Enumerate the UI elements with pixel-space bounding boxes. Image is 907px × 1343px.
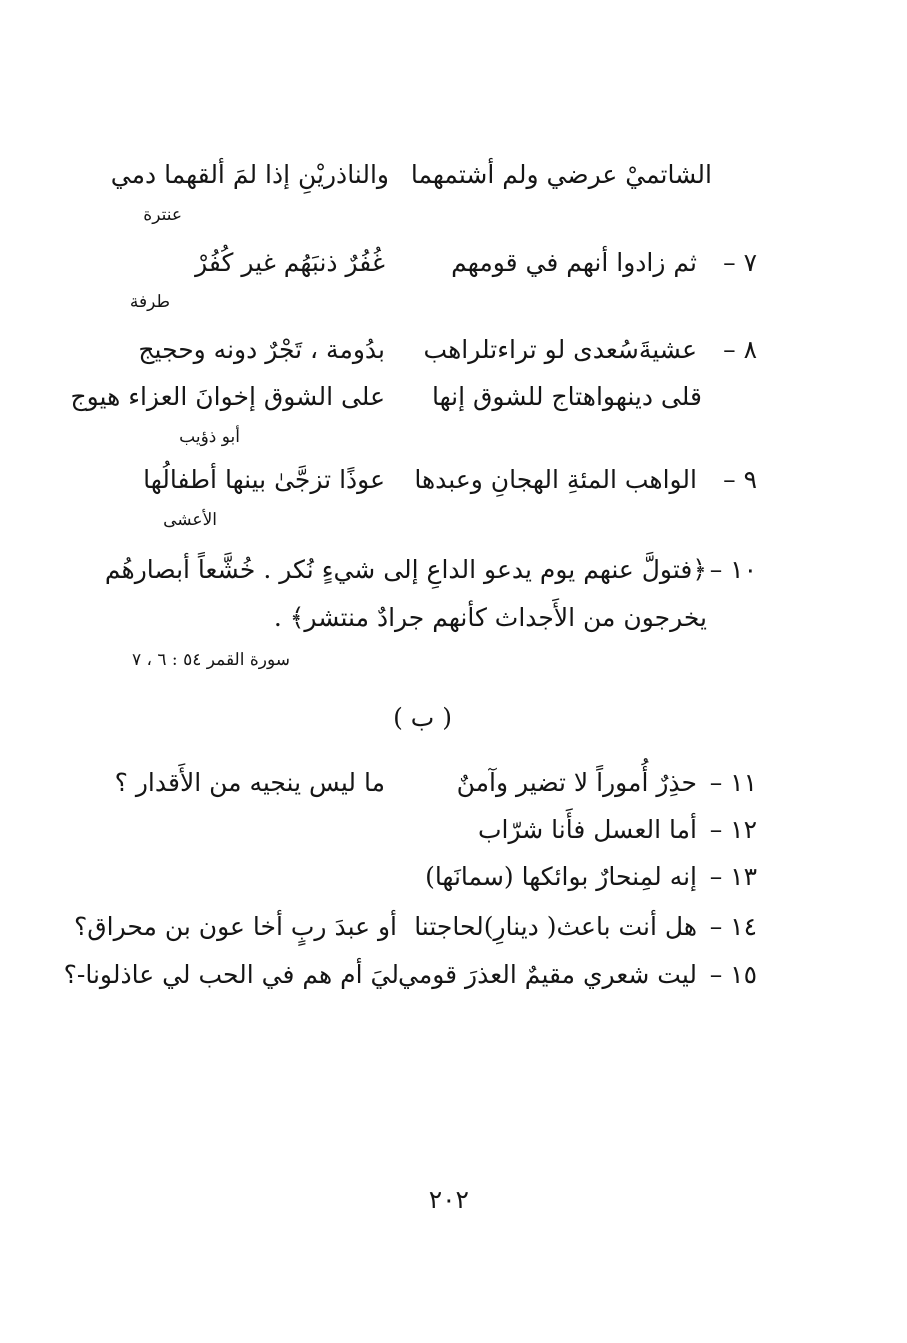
- verse-11-second-hemistich: ما ليس ينجيه من الأَقدار ؟: [114, 768, 385, 797]
- verse-7-first-hemistich: ثم زادوا أنهم في قومهم: [451, 248, 697, 277]
- verse-line-1-second-hemistich: والناذريْنِ إذا لمَ ألقهما دمي: [110, 160, 389, 189]
- quran-verse-line-1: ﴿فتولَّ عنهم يوم يدعو الداعِ إلى شيءٍ نُكر . خُشَّعاً أبصارهُم: [104, 555, 707, 584]
- verse-7-second-hemistich: غُفُرٌ ذنبَهُم غير كُفُرْ: [195, 248, 385, 277]
- poet-name-tarafa: طرفة: [129, 292, 170, 312]
- verse-number-15: ١٥ –: [709, 960, 757, 989]
- verse-number-10: ١٠ –: [709, 555, 757, 584]
- poet-name-abu-dhuayb: أبو ذؤيب: [179, 427, 240, 447]
- quran-reference: سورة القمر ٥٤ : ٦ ، ٧: [131, 650, 290, 670]
- verse-14-first-hemistich: هل أنت باعث( دينارِ)لحاجتنا: [414, 912, 697, 941]
- verse-number-12: ١٢ –: [709, 815, 757, 844]
- verse-9-second-hemistich: عوذًا تزجَّىٰ بينها أطفالُها: [143, 465, 385, 494]
- verse-15-first-hemistich: ليت شعري مقيمٌ العذرَ قومي: [398, 960, 697, 989]
- poet-name-alasha: الأعشى: [163, 510, 217, 530]
- verse-9-first-hemistich: الواهب المئةِ الهجانِ وعبدها: [414, 465, 697, 494]
- verse-12-text: أما العسل فأَنا شرّاب: [477, 815, 697, 844]
- verse-13-text: إنه لمِنحارٌ بوائكها (سمانَها): [425, 862, 697, 891]
- verse-number-14: ١٤ –: [709, 912, 757, 941]
- quran-verse-line-2: يخرجون من الأَجداث كأنهم جرادٌ منتشر﴾ .: [273, 603, 707, 632]
- verse-8-first-hemistich: عشيةَسُعدى لو تراءتلراهب: [423, 335, 697, 364]
- verse-15-second-hemistich: ليَ أم هم في الحب لي عاذلونا-؟: [63, 960, 399, 989]
- verse-number-9: ٩ –: [723, 465, 757, 494]
- verse-number-13: ١٣ –: [709, 862, 757, 891]
- verse-number-11: ١١ –: [709, 768, 757, 797]
- verse-11-first-hemistich: حذِرٌ أُموراً لا تضير وآمنٌ: [456, 768, 697, 797]
- verse-number-7: ٧ –: [723, 248, 757, 277]
- section-b-heading: ( ب ): [393, 703, 452, 732]
- verse-8b-first-hemistich: قلى دينهواهتاج للشوق إنها: [432, 382, 702, 411]
- page-number: ٢٠٢: [428, 1185, 469, 1214]
- verse-number-8: ٨ –: [723, 335, 757, 364]
- verse-8-second-hemistich: بدُومة ، تَجْرٌ دونه وحجيج: [138, 335, 385, 364]
- verse-14-second-hemistich: أو عبدَ ربٍ أخا عون بن محراق؟: [73, 912, 397, 941]
- poet-name-antara: عنترة: [143, 205, 182, 225]
- verse-line-1-first-hemistich: الشاتميْ عرضي ولم أشتمهما: [410, 160, 712, 189]
- verse-8b-second-hemistich: على الشوق إخوانَ العزاء هيوج: [70, 382, 385, 411]
